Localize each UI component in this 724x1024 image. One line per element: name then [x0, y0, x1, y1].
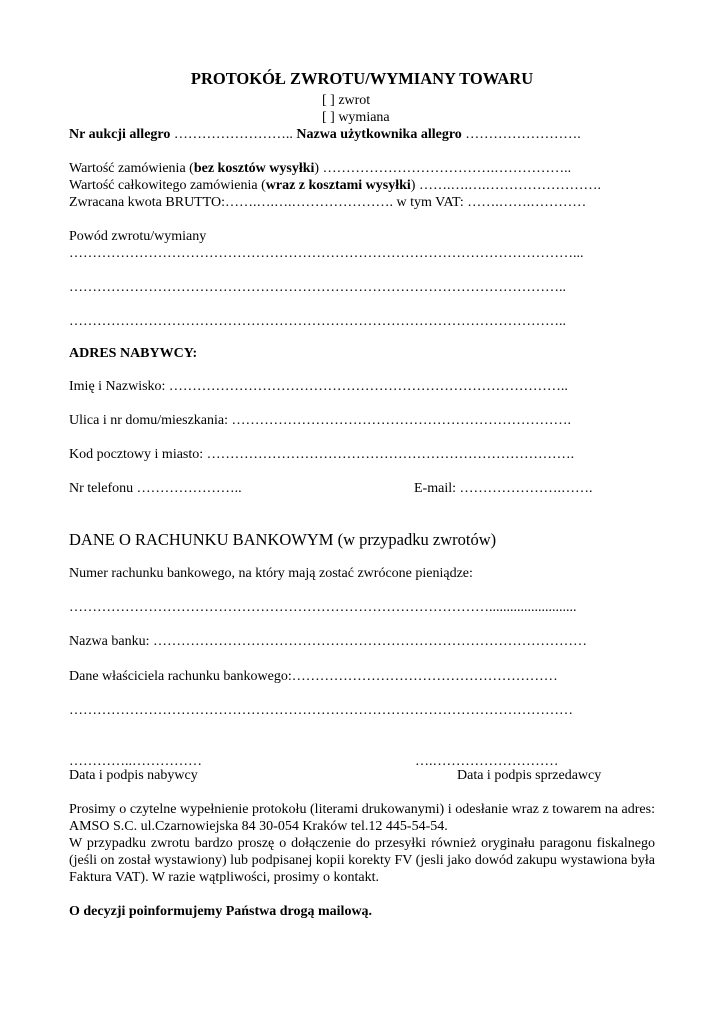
- buyer-city-row: [69, 446, 574, 463]
- bank-name-row: [69, 633, 587, 650]
- buyer-street-dots: ……………………………………………………………….: [231, 413, 572, 428]
- vat-dots: …….…….…………: [467, 195, 587, 210]
- bank-account-label: Numer rachunku bankowego, na który mają zostać zwrócone pieniądze:: [69, 566, 473, 581]
- seller-signature-label: Data i podpis sprzedawcy: [457, 768, 602, 783]
- buyer-email-dots: ………………….…….: [459, 481, 593, 496]
- refund-label: Zwracana kwota BRUTTO:: [69, 195, 226, 210]
- buyer-city-dots: …………………………………………………………………….: [206, 447, 575, 462]
- buyer-address-heading: ADRES NABYWCY:: [69, 346, 198, 361]
- buyer-street-label: Ulica i nr domu/mieszkania:: [69, 413, 229, 428]
- buyer-name-row: [69, 378, 568, 395]
- buyer-signature-label: Data i podpis nabywcy: [69, 768, 198, 783]
- reason-label: Powód zwrotu/wymiany: [69, 229, 207, 244]
- order-total-row: [69, 177, 601, 194]
- account-owner-line-2: ………………………………………………………………………………………………: [69, 703, 573, 718]
- order-value-label-prefix: Wartość zamówienia (: [69, 161, 194, 176]
- buyer-phone-dots: …………………..: [136, 481, 242, 496]
- order-total-label-suffix: ): [410, 178, 416, 193]
- buyer-email-row: [414, 480, 593, 497]
- auction-number-dots: ……………………..: [173, 127, 293, 142]
- option-zwrot: [ ] zwrot: [322, 93, 371, 108]
- order-value-label-suffix: ): [314, 161, 320, 176]
- account-owner-label: Dane właściciela rachunku bankowego:: [69, 669, 292, 684]
- allegro-user-label: Nazwa użytkownika allegro: [296, 127, 462, 142]
- order-total-label-bold: wraz z kosztami wysyłki: [265, 178, 411, 193]
- allegro-user-dots: …………………….: [465, 127, 581, 142]
- bank-account-dots: ……………………………………………………………………………….........................: [69, 600, 577, 615]
- return-documents-paragraph: W przypadku zwrotu bardzo proszę o dołączenie do przesyłki również oryginału paragonu fiskalnego (jeśli on został wystawiony) lub podpisanej kopii korekty FV (jesli jako dowód zakupu wystawiona była Faktura VAT). W razie wątpliwości, prosimy o kontakt.: [69, 836, 655, 885]
- decision-notice: O decyzji poinformujemy Państwa drogą mailową.: [69, 904, 373, 919]
- option-wymiana: [ ] wymiana: [322, 110, 390, 125]
- refund-row: [69, 194, 586, 211]
- buyer-name-label: Imię i Nazwisko:: [69, 379, 166, 394]
- buyer-street-row: [69, 412, 571, 429]
- buyer-signature-dots: …………..……………: [69, 754, 202, 769]
- auction-row: [69, 126, 581, 143]
- auction-number-label: Nr aukcji allegro: [69, 127, 171, 142]
- order-value-label-bold: bez kosztów wysyłki: [193, 161, 315, 176]
- seller-signature-dots: ….………………………: [415, 754, 559, 769]
- reason-line-3: ……………………………………………………………………………………………..: [69, 314, 566, 329]
- bank-name-label: Nazwa banku:: [69, 634, 150, 649]
- order-value-dots: ……………………………….……………..: [322, 161, 572, 176]
- reason-line-1: ………………………………………………………………………………………………...: [69, 246, 584, 261]
- buyer-city-label: Kod pocztowy i miasto:: [69, 447, 204, 462]
- reason-line-2: ……………………………………………………………………………………………..: [69, 280, 566, 295]
- buyer-phone-label: Nr telefonu: [69, 481, 134, 496]
- order-total-label-prefix: Wartość całkowitego zamówienia (: [69, 178, 266, 193]
- bank-name-dots: …………………………………………………………………………………: [152, 634, 587, 649]
- order-total-dots: …….….….…………………….: [418, 178, 601, 193]
- order-value-row: [69, 160, 571, 177]
- account-owner-dots: …………………………………………………: [291, 669, 558, 684]
- buyer-phone-row: [69, 480, 242, 497]
- buyer-name-dots: …………………………………………………………………………..: [168, 379, 568, 394]
- document-title: PROTOKÓŁ ZWROTU/WYMIANY TOWARU: [190, 69, 534, 88]
- account-owner-row: [69, 668, 558, 685]
- refund-dots: …….….….………………….: [225, 195, 394, 210]
- bank-section-heading: DANE O RACHUNKU BANKOWYM (w przypadku zwrotów): [69, 530, 497, 549]
- buyer-email-label: E-mail:: [414, 481, 456, 496]
- instructions-paragraph: Prosimy o czytelne wypełnienie protokołu (literami drukowanymi) i odesłanie wraz z towarem na adres: AMSO S.C. ul.Czarnowiejska 84 30-054 Kraków tel.12 445-54-54.: [69, 802, 655, 834]
- vat-label: w tym VAT:: [396, 195, 464, 210]
